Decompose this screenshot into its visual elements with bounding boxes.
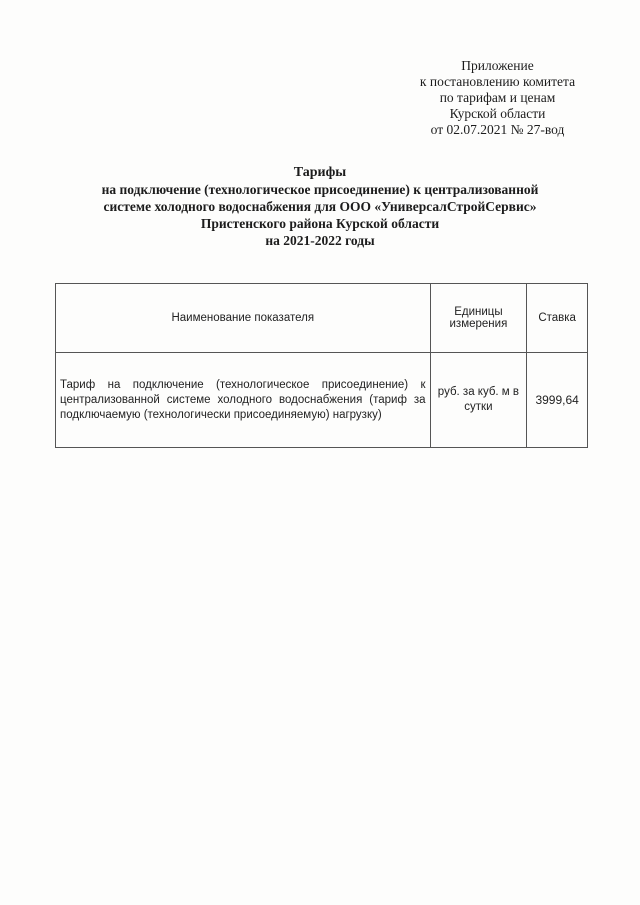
appendix-line: к постановлению комитета — [419, 74, 576, 89]
row-rate-cell: 3999,64 — [527, 353, 588, 448]
table-header-row — [56, 284, 588, 353]
title-line: системе холодного водоснабжения для ООО «УниверсалСтройСервис» — [103, 199, 537, 214]
header-name: Наименование показателя — [56, 284, 431, 353]
header-unit: Единицы измерения — [430, 284, 527, 353]
title-period: на 2021-2022 годы — [265, 233, 375, 248]
table-row — [56, 353, 588, 448]
appendix-line: Курской области — [449, 106, 546, 121]
appendix-line: по тарифам и ценам — [439, 90, 556, 105]
tariff-table — [55, 283, 588, 448]
appendix-line: Приложение — [461, 58, 534, 73]
row-name-cell: Тариф на подключение (технологическое присоединение) к централизованной системе холодного водоснабжения (тариф за подключаемую (технологически присоединяемую) нагрузку) — [56, 353, 431, 448]
header-rate: Ставка — [527, 284, 588, 353]
title-line: на подключение (технологическое присоединение) к централизованной — [101, 182, 539, 197]
document-title — [40, 164, 600, 249]
title-heading: Тарифы — [293, 165, 347, 180]
appendix-block — [400, 58, 595, 138]
row-unit-cell: руб. за куб. м в сутки — [430, 353, 527, 448]
appendix-date-line: от 02.07.2021 № 27-вод — [430, 122, 565, 137]
title-line: Пристенского района Курской области — [200, 216, 440, 231]
